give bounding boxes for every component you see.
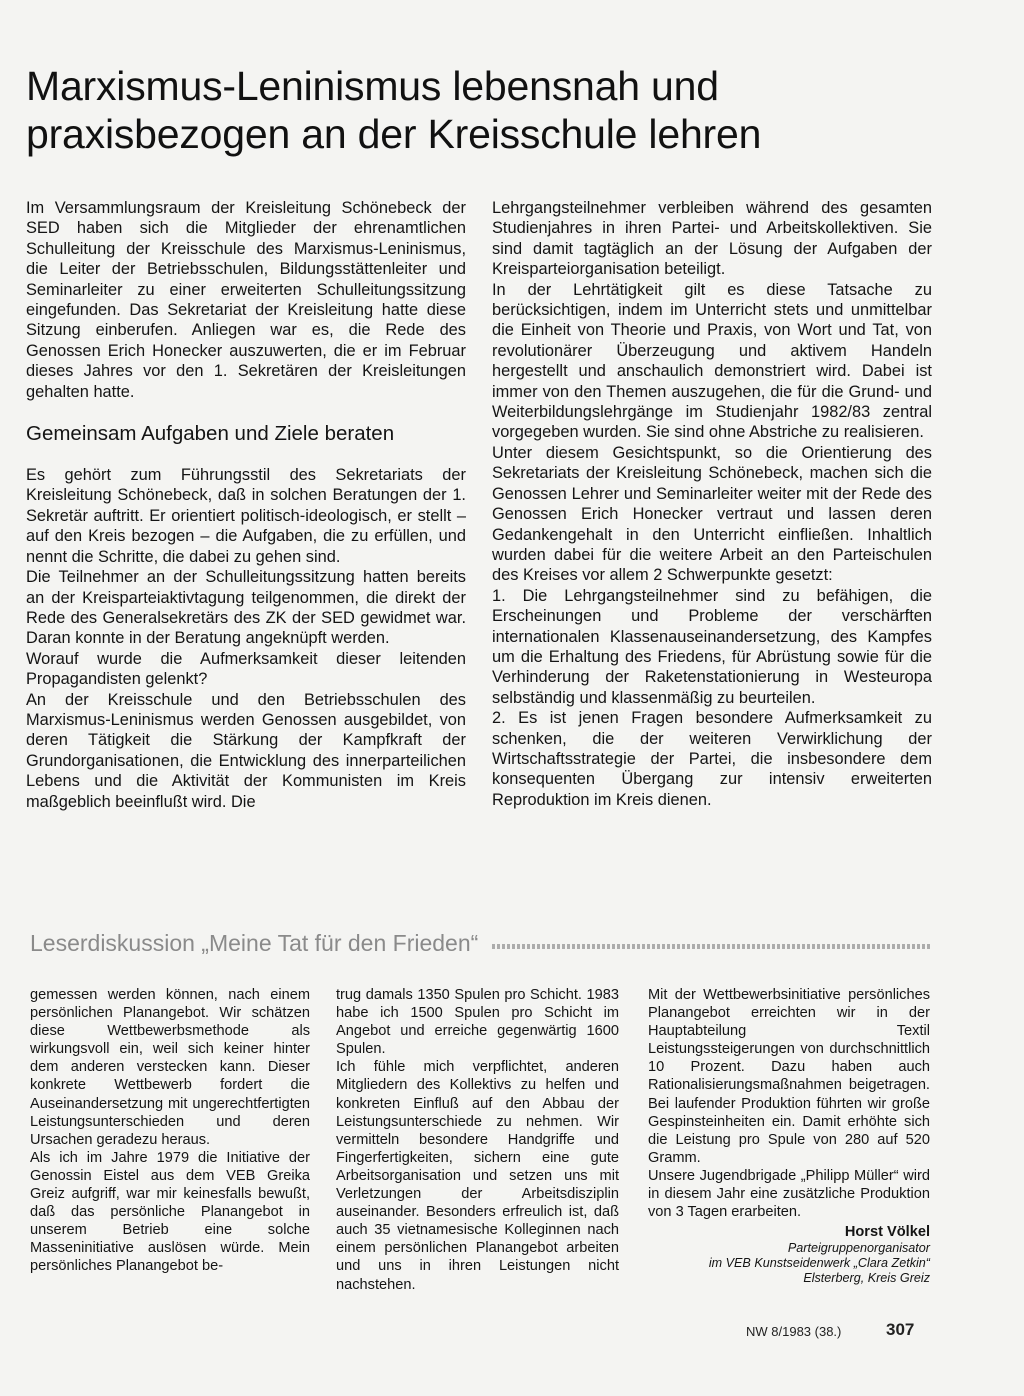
paragraph: Als ich im Jahre 1979 die Initiative der Genossin Eistel aus dem VEB Greika Greiz aufgriff, war mir keinesfalls bewußt, daß das persönliche Planangebot in unserem Betrieb eine solche Masseninitiative auslösen würde. Mein persönliches Planangebot be-: [30, 1149, 310, 1275]
intro-paragraph: Im Versammlungsraum der Kreisleitung Schönebeck der SED haben sich die Mitglieder der ehrenamtlichen Schulleitung der Kreisschule des Marxismus-Leninismus, die Leiter der Betriebsschulen, Bildungsstättenleiter und Seminarleiter zu einer erweiterten Schulleitungssitzung eingefunden. Das Sekretariat der Kreisleitung hatte diese Sitzung einberufen. Anliegen war es, die Rede des Genossen Erich Honecker auszuwerten, die er im Februar dieses Jahres vor den 1. Sekretären der Kreisleitungen gehalten hatte.: [26, 199, 466, 401]
paragraph: In der Lehrtätigkeit gilt es diese Tatsache zu berücksichtigen, indem im Unterricht stets und unmittelbar die Einheit von Theorie und Praxis, von Wort und Tat, von revolutionärer Überzeugung und aktivem Handeln hergestellt und anschaulich demonstriert wird. Dabei ist immer von den Themen auszugehen, die für die Grund- und Weiterbildungslehrgänge im Studienjahr 1982/83 zentral vorgegeben wurden. Sie sind ohne Abstriche zu realisieren.: [492, 280, 932, 442]
article-column-right: [492, 198, 932, 810]
paragraph: Mit der Wettbewerbsinitiative persönliches Planangebot erreichten wir in der Hauptabteilung Textil Leistungssteigerungen von durchschnittlich 10 Prozent. Dazu haben auch Rationalisierungsmaßnahmen beigetragen. Bei laufender Produktion führten wir große Gespinsteinheiten ein. Damit erhöhte sich die Leistung pro Spule von 280 auf 520 Gramm.: [648, 987, 930, 1166]
paragraph: trug damals 1350 Spulen pro Schicht. 1983 habe ich 1500 Spulen pro Schicht im Angebot und erreiche gegenwärtig 1600 Spulen.: [336, 987, 619, 1058]
article-column-left: [26, 198, 466, 812]
paragraph: Worauf wurde die Aufmerksamkeit dieser leitenden Propagandisten gelenkt?: [26, 649, 466, 689]
paragraph: Unsere Jugendbrigade „Philipp Müller“ wird in diesem Jahr eine zusätzliche Produktion von 3 Tagen erarbeiten.: [648, 1167, 930, 1221]
paragraph: Unter diesem Gesichtspunkt, so die Orientierung des Sekretariats der Kreisleitung Schönebeck, machen sich die Genossen Lehrer und Seminarleiter weiter mit der Rede des Genossen Erich Honecker vertraut und lassen deren Gedankengehalt in den Unterricht einfließen. Inhaltlich wurden dabei für die weitere Arbeit an den Parteischulen des Kreises vor allem 2 Schwerpunkte gesetzt:: [492, 443, 932, 585]
author-place: Elsterberg, Kreis Greiz: [803, 1271, 930, 1286]
section-banner: [30, 928, 930, 958]
banner-label: Leserdiskussion „Meine Tat für den Frieden“: [30, 929, 479, 956]
article-title: Marxismus-Leninismus lebensnah und praxisbezogen an der Kreisschule lehren: [26, 63, 762, 157]
paragraph: 2. Es ist jenen Fragen besondere Aufmerksamkeit zu schenken, die der weiteren Verwirklichung der Wirtschaftsstrategie der Partei, die insbesondere dem konsequenten Übergang zur intensiv erweiterten Reproduktion im Kreis dienen.: [492, 709, 932, 809]
letter-column-1: [30, 986, 310, 1276]
author-role: Parteigruppenorganisator: [787, 1241, 930, 1256]
paragraph: 1. Die Lehrgangsteilnehmer sind zu befähigen, die Erscheinungen und Probleme der verschärften internationalen Klassenauseinandersetzung, des Kampfes um die Erhaltung des Friedens, für Abrüstung sowie für die Verhinderung der Raketenstationierung in Westeuropa selbständig und klassenmäßig zu beurteilen.: [492, 586, 932, 707]
paragraph: Die Teilnehmer an der Schulleitungssitzung hatten bereits an der Kreisparteiaktivtagung teilgenommen, die direkt der Rede des Generalsekretärs des ZK der SED gewidmet war. Daran konnte in der Beratung angeknüpft werden.: [26, 568, 466, 648]
paragraph: An der Kreisschule und den Betriebsschulen des Marxismus-Leninismus werden Genossen ausgebildet, von deren Tätigkeit die Stärkung der Kampfkraft der Grundorganisationen, die Entwicklung des innerparteilichen Lebens und die Aktivität der Kommunisten im Kreis maßgeblich beeinflußt wird. Die: [26, 690, 466, 811]
letter-column-3: [648, 986, 930, 1286]
banner-rule: [492, 944, 930, 949]
author-name: Horst Völkel: [844, 1224, 930, 1241]
author-org: im VEB Kunstseidenwerk „Clara Zetkin“: [708, 1256, 930, 1271]
page-number: 307: [886, 1320, 915, 1339]
paragraph: gemessen werden können, nach einem persönlichen Planangebot. Wir schätzen diese Wettbewerbsmethode als wirkungsvoll ein, weil sich keiner hinter dem anderen verstecken kann. Dieser konkrete Wettbewerb fordert die Auseinandersetzung mit ungerechtfertigten Leistungsunterschieden und deren Ursachen geradezu heraus.: [30, 987, 310, 1148]
paragraph: Ich fühle mich verpflichtet, anderen Mitgliedern des Kollektivs zu helfen und konkreten Einfluß auf den Abbau der Leistungsunterschiede zu nehmen. Wir vermitteln besondere Handgriffe und Fingerfertigkeiten, sichern eine gute Arbeitsorganisation und setzen uns mit Verletzungen der Arbeitsdisziplin auseinander. Besonders erfreulich ist, daß auch 35 vietnamesische Kolleginnen nach einem persönlichen Planangebot arbeiten und uns in ihren Leistungen nicht nachstehen.: [336, 1059, 619, 1293]
paragraph: Lehrgangsteilnehmer verbleiben während des gesamten Studienjahres in ihren Partei- und Arbeitskollektiven. Sie sind damit tagtäglich an der Lösung der Aufgaben der Kreisparteiorganisation beteiligt.: [492, 199, 932, 279]
subheading: Gemeinsam Aufgaben und Ziele beraten: [26, 422, 395, 446]
paragraph: Es gehört zum Führungsstil des Sekretariats der Kreisleitung Schönebeck, daß in solchen Beratungen der 1. Sekretär auftritt. Er orientiert politisch-ideologisch, er stellt – auf den Kreis bezogen – die Aufgaben, die zu erfüllen, und nennt die Schritte, die dabei zu gehen sind.: [26, 466, 466, 566]
footer-citation: NW 8/1983 (38.): [746, 1324, 842, 1339]
letter-column-2: [336, 986, 619, 1294]
